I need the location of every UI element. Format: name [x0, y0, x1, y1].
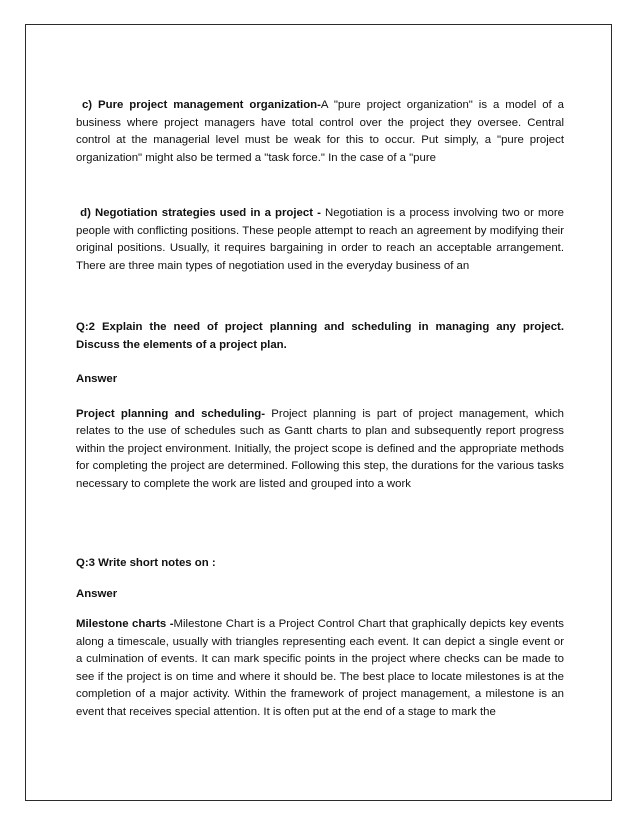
question-2-answer-label: Answer	[76, 373, 118, 385]
question-3-term: Milestone charts -	[76, 618, 174, 630]
section-c-paragraph	[76, 97, 564, 167]
section-c-text: A "pure project organization" is a model of a business where project managers have total control over the project they oversee. Central control at the managerial level must be weak for this to occur. Put simply, a "pure project organization" might also be termed a "task force." In the case of a "pure	[76, 99, 564, 164]
question-3-answer-paragraph	[76, 616, 564, 721]
section-d-text: Negotiation is a process involving two or more people with conflicting positions. These people attempt to reach an agreement by modifying their original positions. Usually, it requires bargaining in order to reach an acceptable arrangement. There are three main types of negotiation used in the everyday business of an	[76, 207, 564, 272]
section-c-heading: c) Pure project management organization-	[81, 99, 321, 111]
question-3-answer-text: Milestone Chart is a Project Control Chart that graphically depicts key events along a timescale, usually with triangles representing each event. It can depict a single event or a culmination of events. It can mark specific points in the project where checks can be made to see if the project is on time and where it should be. The best place to locate milestones is at the completion of a major activity. Within the framework of project management, a milestone is an event that receives special attention. It is often put at the end of a stage to mark the	[76, 618, 565, 718]
document-body	[76, 97, 564, 721]
question-2-answer-text: Project planning is part of project management, which relates to the use of schedules such as Gantt charts to plan and subsequently report progress within the project environment. Initially, the project scope is defined and the appropriate methods for completing the project are determined. Following this step, the durations for the various tasks necessary to complete the work are listed and grouped into a work	[76, 407, 564, 490]
section-d-heading: d) Negotiation strategies used in a project -	[80, 207, 326, 219]
question-2-answer-paragraph	[76, 406, 564, 494]
question-2-term: Project planning and scheduling-	[76, 407, 272, 420]
question-2: Q:2 Explain the need of project planning and scheduling in managing any project. Discuss the elements of a project plan.	[76, 321, 564, 351]
question-3-answer-label: Answer	[76, 587, 118, 600]
question-3: Q:3 Write short notes on :	[76, 557, 216, 569]
section-d-paragraph	[76, 205, 564, 275]
